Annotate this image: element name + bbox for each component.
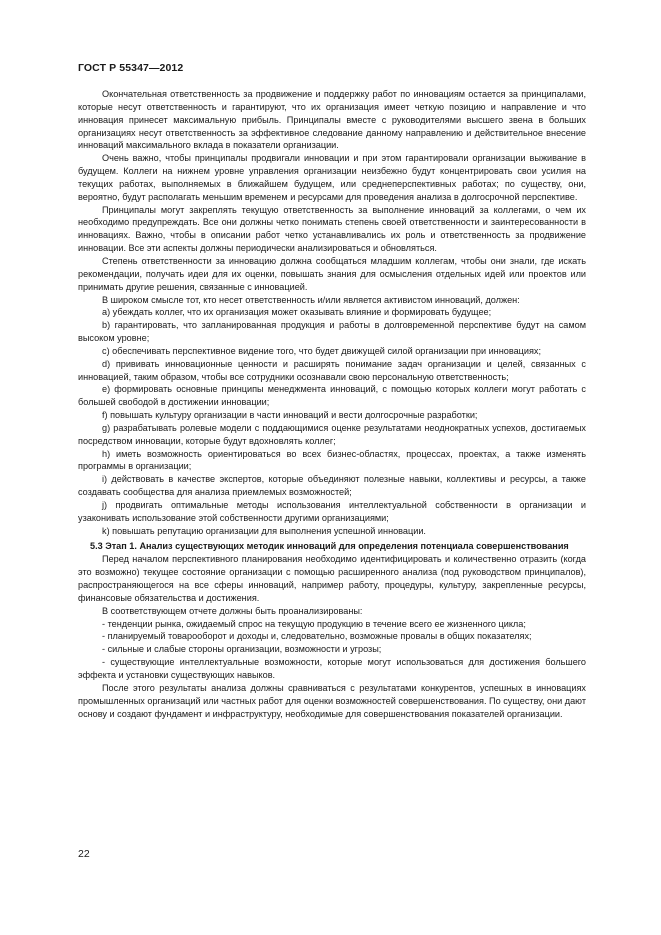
- duty-item-d: d) прививать инновационные ценности и расширять понимание задач организации и целей, связанных с инновацией, таким образом, чтобы все сотрудники осознавали свою персональную ответственность;: [78, 358, 586, 382]
- paragraph: Принципалы могут закреплять текущую ответственность за выполнение инноваций за коллегами, о чем их необходимо предупреждать. Все они должны четко понимать степень своей ответственности и заинтересованности в инновациях. Важно, чтобы в описании работ четко устанавливались их роль и ответственность за продвижение инновации. Все эти аспекты должны периодически анализироваться и обновляться.: [78, 204, 586, 254]
- paragraph: Перед началом перспективного планирования необходимо идентифицировать и количественно отразить (когда это возможно) текущее состояние организации с помощью расширенного анализа (под руководством принципалов), распространяющегося на все сферы инноваций, например работу, процедуры, культуру, закрепленные ресурсы, финансовые обязательства и достижения.: [78, 554, 586, 603]
- page-number: 22: [78, 848, 90, 860]
- duty-item-c: c) обеспечивать перспективное видение того, что будет движущей силой организации при инновациях;: [102, 345, 542, 356]
- paragraph: Степень ответственности за инновацию должна сообщаться младшим коллегам, чтобы они знали, где искать рекомендации, получать идеи для их оценки, повышать знания для осмысления отдельных идей или проектов или принимать другие решения, связанные с инновацией.: [78, 255, 586, 292]
- duty-item-j: j) продвигать оптимальные методы использования интеллектуальной собственности в организации и узаконивать использование этой собственности другими организациями;: [78, 500, 586, 523]
- duty-item-a: a) убеждать коллег, что их организация может оказывать влияние и формировать будущее;: [102, 307, 492, 318]
- paragraph: В соответствующем отчете должны быть проанализированы:: [102, 605, 363, 616]
- section-heading: 5.3 Этап 1. Анализ существующих методик инноваций для определения потенциала совершенствования: [90, 540, 569, 551]
- paragraph: После этого результаты анализа должны сравниваться с результатами конкурентов, успешных в инновациях промышленных организаций или частных работ для оценки возможностей совершенствования. По существу, они дают основу и создают фундамент и инфраструктуру, необходимые для совершенствования показателей организации.: [78, 682, 586, 719]
- duty-item-e: e) формировать основные принципы менеджмента инноваций, с помощью которых коллеги могут работать с большей свободой в достижении инновации;: [78, 384, 586, 408]
- paragraph: Очень важно, чтобы принципалы продвигали инновации и при этом гарантировали организации выживание в будущем. Коллеги на нижнем уровне управления организации неизбежно будут концентрировать свои усилия на текущих работах, выполняемых в ближайшем будущем, или среднеперспективных работах; по существу, они, вероятно, будут располагать меньшим временем и ресурсами для проведения анализа в долгосрочной перспективе.: [78, 153, 586, 202]
- duty-item-f: f) повышать культуру организации в части инноваций и вести долгосрочные разработки;: [102, 410, 478, 421]
- analysis-list-item: - планируемый товарооборот и доходы и, следовательно, возможные провалы в общих показателях;: [102, 631, 532, 642]
- document-body: [78, 88, 586, 720]
- analysis-list-item: - тенденции рынка, ожидаемый спрос на текущую продукцию в течение всего ее жизненного цикла;: [102, 618, 526, 629]
- duty-item-h: h) иметь возможность ориентироваться во всех бизнес-областях, процессах, проектах, а также изменять программы в организации;: [78, 448, 586, 472]
- paragraph: Окончательная ответственность за продвижение и поддержку работ по инновациям остается за принципалами, которые несут ответственность и гарантируют, что их организация имеет четкую позицию и направление и что инновация принесет максимальную прибыль. Принципалы вместе с руководителями высшего звена в больших организациях несут ответственность за эффективное следование данному направлению и действительное внесение инноваций максимального вклада в показатели организации.: [78, 89, 586, 151]
- analysis-list-item: - сильные и слабые стороны организации, возможности и угрозы;: [102, 644, 382, 655]
- paragraph: В широком смысле тот, кто несет ответственность и/или является активистом инноваций, должен:: [102, 294, 520, 305]
- duty-item-k: k) повышать репутацию организации для выполнения успешной инновации.: [102, 525, 426, 536]
- standard-id-header: ГОСТ Р 55347—2012: [78, 62, 184, 74]
- duty-item-b: b) гарантировать, что запланированная продукция и работы в долговременной перспективе будут на самом высоком уровне;: [78, 320, 586, 344]
- duty-item-g: g) разрабатывать ролевые модели с поддающимися оценке результатами неоднократных успехов, достигаемых посредством инновации, которые будут вдохновлять коллег;: [78, 422, 586, 446]
- duty-item-i: i) действовать в качестве экспертов, которые объединяют полезные навыки, коллективы и ресурсы, а также создавать сообщества для анализа приемлемых возможностей;: [78, 474, 586, 498]
- analysis-list-item: - существующие интеллектуальные возможности, которые могут использоваться для достижения большего эффекта и установки существующих навыков.: [78, 657, 586, 680]
